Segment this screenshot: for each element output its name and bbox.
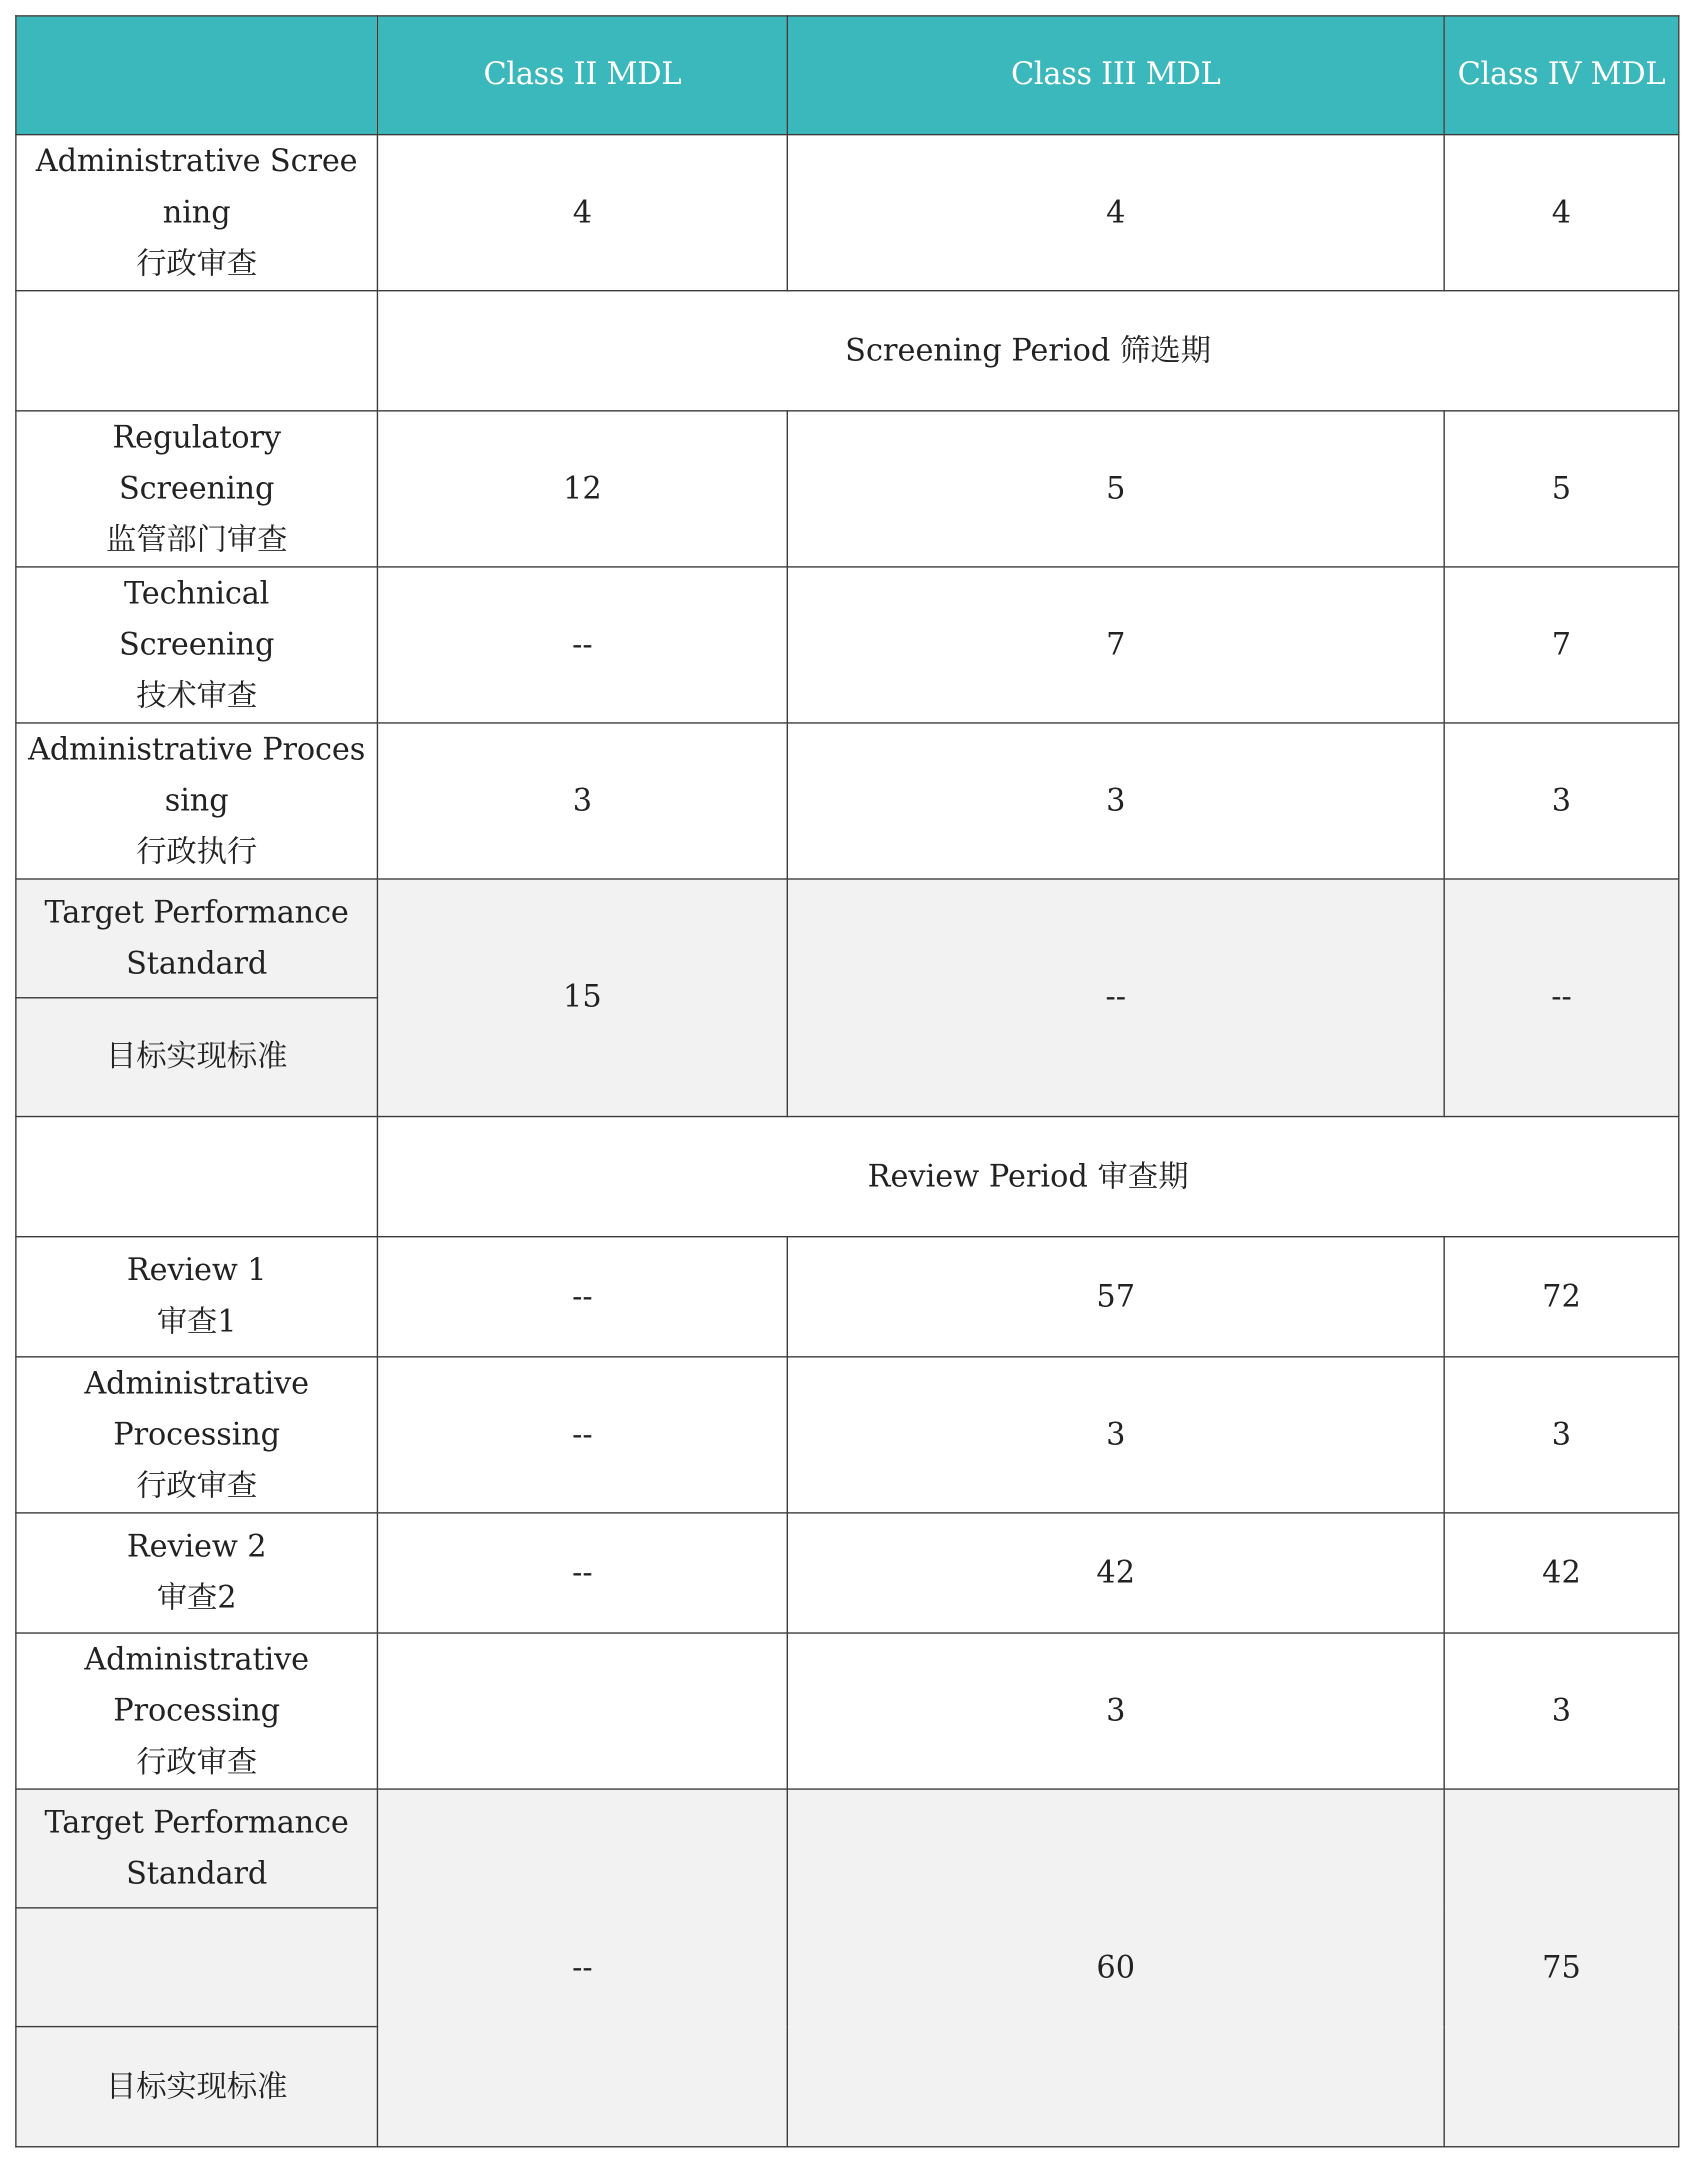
review-timeline-table bbox=[15, 15, 1679, 2147]
period-label-empty bbox=[16, 291, 378, 411]
cell-class-iv: 3 bbox=[1444, 723, 1679, 879]
row-label bbox=[16, 723, 378, 879]
screening-period-title: Screening Period 筛选期 bbox=[377, 291, 1678, 411]
row-label bbox=[16, 135, 378, 291]
target-label-en: Target Performance Standard bbox=[16, 1789, 378, 1908]
cell-class-ii: -- bbox=[377, 1237, 787, 1357]
table-row-target-2-top bbox=[16, 1789, 1679, 1908]
review-period-title: Review Period 审查期 bbox=[377, 1117, 1678, 1237]
row-label-zh: 审查2 bbox=[156, 1581, 237, 1616]
cell-class-iii: 42 bbox=[787, 1513, 1444, 1633]
target-label-zh: 目标实现标准 bbox=[16, 998, 378, 1117]
row-label-zh: 技术审查 bbox=[136, 678, 258, 714]
table-row-admin-processing-1 bbox=[16, 723, 1679, 879]
row-label-en: Administrative Processing bbox=[84, 1366, 309, 1453]
header-corner-cell bbox=[16, 16, 378, 135]
cell-class-iv: 3 bbox=[1444, 1357, 1679, 1513]
row-label-en: Administrative Scree ning bbox=[35, 144, 358, 230]
cell-class-ii: -- bbox=[377, 1789, 787, 2147]
table-row-target-1-top bbox=[16, 879, 1679, 998]
cell-class-ii: 3 bbox=[377, 723, 787, 879]
cell-class-iv: 4 bbox=[1444, 135, 1679, 291]
row-label bbox=[16, 1237, 378, 1357]
cell-class-ii: -- bbox=[377, 1357, 787, 1513]
cell-class-iv: 72 bbox=[1444, 1237, 1679, 1357]
cell-class-iii: 60 bbox=[787, 1789, 1444, 2147]
cell-class-ii: 4 bbox=[377, 135, 787, 291]
cell-class-iv: 5 bbox=[1444, 411, 1679, 567]
row-label-en: Review 1 bbox=[126, 1253, 267, 1289]
cell-class-ii: -- bbox=[377, 1513, 787, 1633]
cell-class-iii: 7 bbox=[787, 567, 1444, 723]
header-class-iv: Class IV MDL bbox=[1444, 16, 1679, 135]
cell-class-iv: -- bbox=[1444, 879, 1679, 1117]
table-row-technical-screening bbox=[16, 567, 1679, 723]
row-label-zh: 行政执行 bbox=[136, 834, 258, 870]
cell-class-iii: -- bbox=[787, 879, 1444, 1117]
row-label-en: Regulatory Screening bbox=[112, 420, 281, 507]
table-row-screening-period bbox=[16, 291, 1679, 411]
cell-class-iii: 5 bbox=[787, 411, 1444, 567]
table-row-review-2 bbox=[16, 1513, 1679, 1633]
table-row-review-period bbox=[16, 1117, 1679, 1237]
row-label-zh: 行政审查 bbox=[136, 1744, 258, 1780]
cell-class-iv: 42 bbox=[1444, 1513, 1679, 1633]
row-label bbox=[16, 1633, 378, 1789]
row-label bbox=[16, 1357, 378, 1513]
cell-class-iii: 3 bbox=[787, 1633, 1444, 1789]
cell-class-iii: 3 bbox=[787, 723, 1444, 879]
row-label bbox=[16, 1513, 378, 1633]
row-label-en: Administrative Processing bbox=[84, 1642, 309, 1729]
cell-class-iii: 3 bbox=[787, 1357, 1444, 1513]
cell-class-iii: 4 bbox=[787, 135, 1444, 291]
header-row bbox=[16, 16, 1679, 135]
period-label-empty bbox=[16, 1117, 378, 1237]
cell-class-ii: 12 bbox=[377, 411, 787, 567]
row-label-zh: 行政审查 bbox=[136, 246, 258, 282]
row-label-en: Review 2 bbox=[126, 1530, 267, 1565]
header-class-ii: Class II MDL bbox=[377, 16, 787, 135]
cell-class-ii: -- bbox=[377, 567, 787, 723]
table-row-regulatory-screening bbox=[16, 411, 1679, 567]
row-label-en: Technical Screening bbox=[119, 576, 275, 663]
cell-class-ii bbox=[377, 1633, 787, 1789]
cell-class-iv: 3 bbox=[1444, 1633, 1679, 1789]
row-label-zh: 行政审查 bbox=[136, 1468, 258, 1504]
cell-class-iv: 7 bbox=[1444, 567, 1679, 723]
cell-class-iv: 75 bbox=[1444, 1789, 1679, 2147]
target-label-spacer bbox=[16, 1908, 378, 2027]
row-label-zh: 审查1 bbox=[156, 1305, 237, 1340]
row-label bbox=[16, 411, 378, 567]
table-row-review-1 bbox=[16, 1237, 1679, 1357]
target-label-zh: 目标实现标准 bbox=[16, 2027, 378, 2147]
target-label-en: Target Performance Standard bbox=[16, 879, 378, 998]
table-row-admin-processing-3 bbox=[16, 1633, 1679, 1789]
header-class-iii: Class III MDL bbox=[787, 16, 1444, 135]
table-row-admin-processing-2 bbox=[16, 1357, 1679, 1513]
row-label-zh: 监管部门审查 bbox=[105, 522, 288, 558]
row-label bbox=[16, 567, 378, 723]
row-label-en: Administrative Proces sing bbox=[28, 732, 366, 819]
cell-class-ii: 15 bbox=[377, 879, 787, 1117]
table-row-admin-screening bbox=[16, 135, 1679, 291]
cell-class-iii: 57 bbox=[787, 1237, 1444, 1357]
